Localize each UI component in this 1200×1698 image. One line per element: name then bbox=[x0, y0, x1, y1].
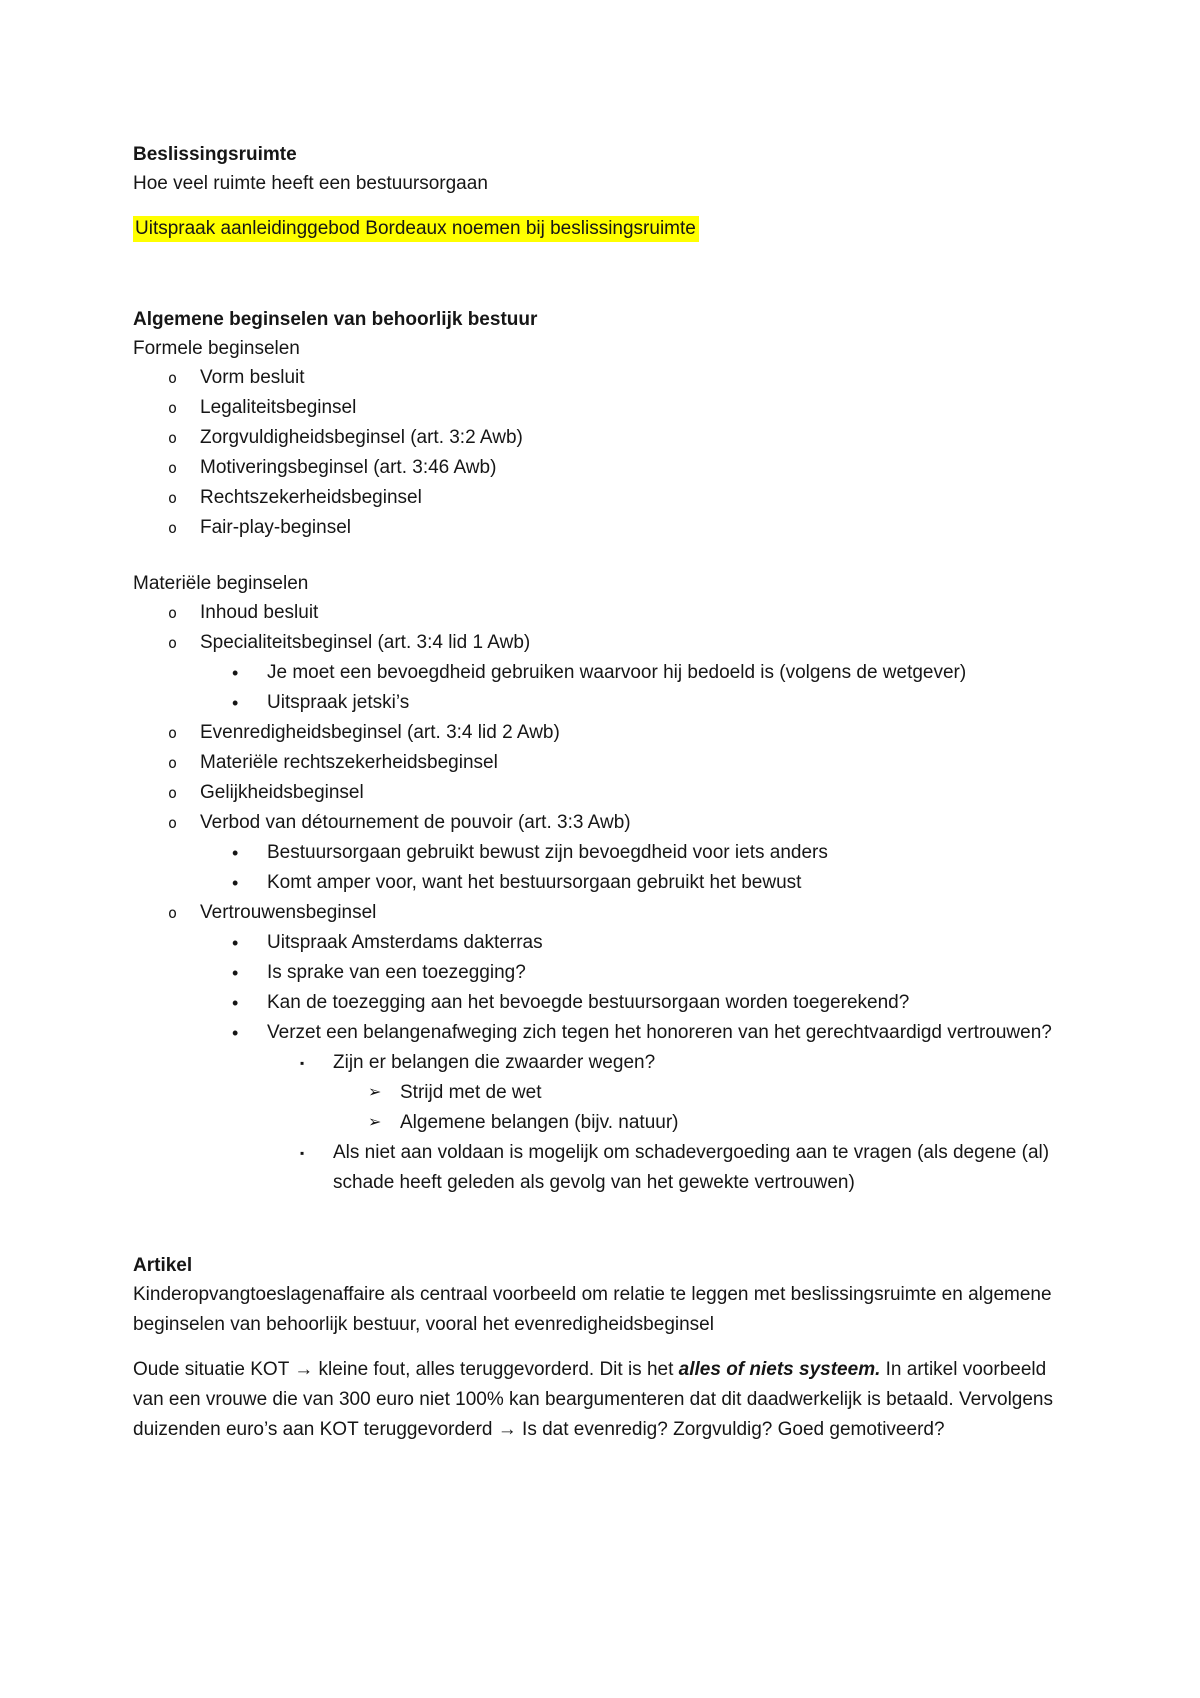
list-item bbox=[133, 898, 1068, 928]
square-bullet-icon: ▪ bbox=[300, 1056, 305, 1070]
list-item-text: Algemene belangen (bijv. natuur) bbox=[400, 1112, 679, 1133]
list-item-text: Zijn er belangen die zwaarder wegen? bbox=[333, 1052, 656, 1073]
dot-bullet-icon: • bbox=[232, 1023, 239, 1043]
list-item-text: Bestuursorgaan gebruikt bewust zijn bevoegdheid voor iets anders bbox=[267, 842, 828, 863]
circle-bullet-icon: o bbox=[168, 784, 178, 802]
circle-bullet-icon: o bbox=[168, 429, 178, 447]
circle-bullet-icon: o bbox=[168, 399, 178, 417]
kot-text-part1: Oude situatie KOT → kleine fout, alles teruggevorderd. Dit is het bbox=[133, 1359, 679, 1380]
list-item bbox=[133, 423, 1068, 453]
list-item bbox=[133, 453, 1068, 483]
artikel-heading: Artikel bbox=[133, 1255, 193, 1276]
circle-bullet-icon: o bbox=[168, 724, 178, 742]
list-item bbox=[133, 363, 1068, 393]
doc-subtitle: Hoe veel ruimte heeft een bestuursorgaan bbox=[133, 173, 488, 194]
list-item-text: Is sprake van een toezegging? bbox=[267, 962, 526, 983]
dot-bullet-icon: • bbox=[232, 843, 239, 863]
list-item bbox=[133, 838, 1068, 868]
formele-label: Formele beginselen bbox=[133, 338, 300, 359]
list-item-text: Kan de toezegging aan het bevoegde bestuursorgaan worden toegerekend? bbox=[267, 992, 910, 1013]
list-item bbox=[133, 808, 1068, 838]
list-item bbox=[133, 1078, 1068, 1108]
circle-bullet-icon: o bbox=[168, 369, 178, 387]
circle-bullet-icon: o bbox=[168, 519, 178, 537]
section-abbb-heading: Algemene beginselen van behoorlijk bestuur bbox=[133, 309, 538, 330]
list-item bbox=[133, 688, 1068, 718]
formele-list bbox=[133, 363, 1068, 543]
list-item bbox=[133, 628, 1068, 658]
list-item bbox=[133, 718, 1068, 748]
circle-bullet-icon: o bbox=[168, 814, 178, 832]
list-item bbox=[133, 1018, 1068, 1048]
artikel-paragraph: Kinderopvangtoeslagenaffaire als centraal voorbeeld om relatie te leggen met beslissingsruimte en algemene beginselen van behoorlijk bestuur, vooral het evenredigheidsbeginsel bbox=[133, 1284, 1052, 1335]
list-item-text: Zorgvuldigheidsbeginsel (art. 3:2 Awb) bbox=[200, 427, 523, 448]
list-item-text: Evenredigheidsbeginsel (art. 3:4 lid 2 Awb) bbox=[200, 722, 560, 743]
dot-bullet-icon: • bbox=[232, 663, 239, 683]
circle-bullet-icon: o bbox=[168, 489, 178, 507]
list-item-text: Vertrouwensbeginsel bbox=[200, 902, 377, 923]
dot-bullet-icon: • bbox=[232, 933, 239, 953]
list-item-text: Specialiteitsbeginsel (art. 3:4 lid 1 Awb) bbox=[200, 632, 531, 653]
list-item-text: Inhoud besluit bbox=[200, 602, 319, 623]
square-bullet-icon: ▪ bbox=[300, 1146, 305, 1160]
arrowhead-bullet-icon: ➢ bbox=[368, 1114, 382, 1131]
list-item bbox=[133, 868, 1068, 898]
list-item bbox=[133, 778, 1068, 808]
list-item bbox=[133, 928, 1068, 958]
materiele-label: Materiële beginselen bbox=[133, 573, 309, 594]
list-item bbox=[133, 988, 1068, 1018]
list-item-text: Legaliteitsbeginsel bbox=[200, 397, 357, 418]
highlight-line bbox=[133, 214, 1068, 243]
circle-bullet-icon: o bbox=[168, 904, 178, 922]
circle-bullet-icon: o bbox=[168, 634, 178, 652]
list-item bbox=[133, 393, 1068, 423]
dot-bullet-icon: • bbox=[232, 873, 239, 893]
list-item-text: Materiële rechtszekerheidsbeginsel bbox=[200, 752, 498, 773]
list-item bbox=[133, 598, 1068, 628]
doc-title: Beslissingsruimte bbox=[133, 144, 297, 165]
list-item-text: Strijd met de wet bbox=[400, 1082, 542, 1103]
list-item-text: Uitspraak Amsterdams dakterras bbox=[267, 932, 543, 953]
list-item bbox=[133, 513, 1068, 543]
list-item bbox=[133, 748, 1068, 778]
list-item bbox=[133, 1048, 1068, 1078]
arrowhead-bullet-icon: ➢ bbox=[368, 1084, 382, 1101]
kot-paragraph bbox=[133, 1355, 1068, 1445]
list-item-text: Gelijkheidsbeginsel bbox=[200, 782, 364, 803]
circle-bullet-icon: o bbox=[168, 754, 178, 772]
list-item-text: Motiveringsbeginsel (art. 3:46 Awb) bbox=[200, 457, 497, 478]
list-item-text: Verbod van détournement de pouvoir (art. 3:3 Awb) bbox=[200, 812, 631, 833]
dot-bullet-icon: • bbox=[232, 963, 239, 983]
list-item bbox=[133, 1108, 1068, 1138]
highlighted-text: Uitspraak aanleidinggebod Bordeaux noemen bij beslissingsruimte bbox=[133, 216, 699, 242]
list-item-text: Als niet aan voldaan is mogelijk om schadevergoeding aan te vragen (als degene (al) schade heeft geleden als gevolg van het gewekte vertrouwen) bbox=[333, 1142, 1050, 1193]
list-item bbox=[133, 658, 1068, 688]
list-item bbox=[133, 958, 1068, 988]
list-item-text: Verzet een belangenafweging zich tegen het honoreren van het gerechtvaardigd vertrouwen? bbox=[267, 1022, 1052, 1043]
list-item-text: Rechtszekerheidsbeginsel bbox=[200, 487, 422, 508]
list-item-text: Vorm besluit bbox=[200, 367, 305, 388]
list-item bbox=[133, 1138, 1068, 1198]
list-item-text: Komt amper voor, want het bestuursorgaan gebruikt het bewust bbox=[267, 872, 802, 893]
list-item-text: Je moet een bevoegdheid gebruiken waarvoor hij bedoeld is (volgens de wetgever) bbox=[267, 662, 967, 683]
list-item-text: Uitspraak jetski’s bbox=[267, 692, 410, 713]
list-item bbox=[133, 483, 1068, 513]
circle-bullet-icon: o bbox=[168, 459, 178, 477]
dot-bullet-icon: • bbox=[232, 693, 239, 713]
circle-bullet-icon: o bbox=[168, 604, 178, 622]
list-item-text: Fair-play-beginsel bbox=[200, 517, 352, 538]
kot-text-part2: In artikel voorbeeld van een vrouwe die van 300 euro niet 100% kan beargumenteren dat dit daadwerkelijk is betaald. Vervolgens duizenden euro’s aan KOT teruggevorderd → Is dat evenredig? Zorgvuldig? Goed gemotiveerd? bbox=[133, 1359, 1053, 1440]
kot-emphasis: alles of niets systeem. bbox=[678, 1359, 881, 1380]
dot-bullet-icon: • bbox=[232, 993, 239, 1013]
materiele-list bbox=[133, 598, 1068, 1198]
